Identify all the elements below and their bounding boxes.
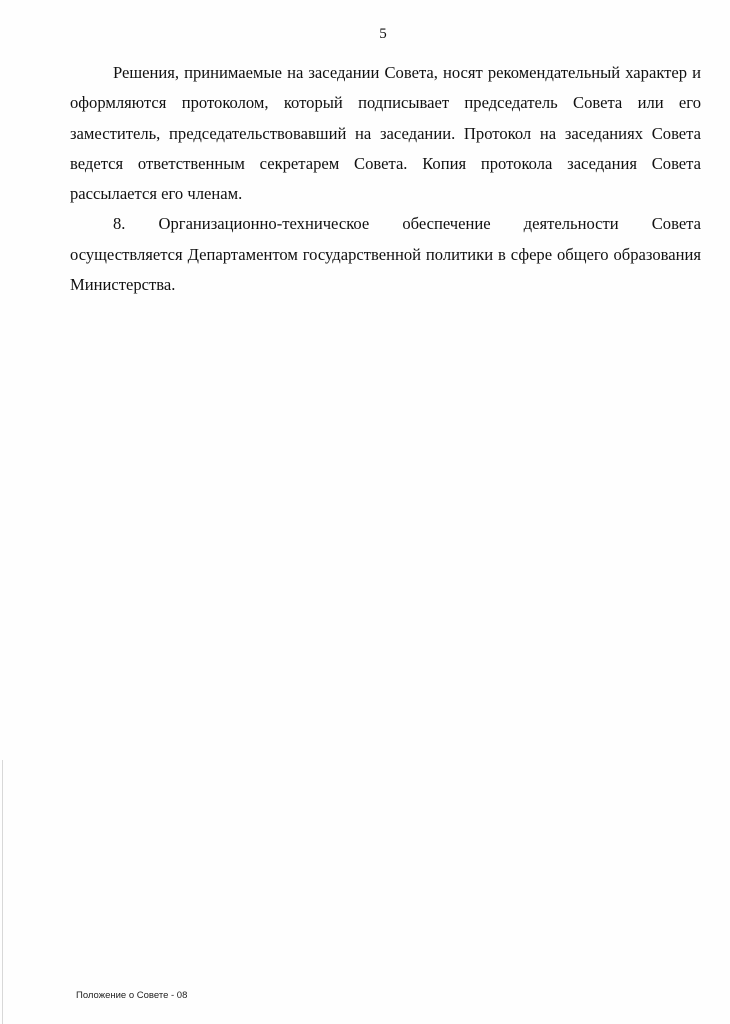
document-body (70, 58, 701, 300)
scan-edge-line (2, 760, 3, 1024)
page-number: 5 (379, 26, 387, 42)
footer-label: Положение о Совете - 08 (76, 990, 188, 1001)
paragraph-decisions: Решения, принимаемые на заседании Совета, носят рекомендательный характер и оформляются протоколом, который подписывает председатель Совета или его заместитель, председательствовавший на заседании. Протокол на заседаниях Совета ведется ответственным секретарем Совета. Копия протокола заседания Совета рассылается его членам. (70, 63, 701, 204)
paragraph-item-8: 8. Организационно-техническое обеспечение деятельности Совета осуществляется Департаментом государственной политики в сфере общего образования Министерства. (70, 214, 701, 295)
